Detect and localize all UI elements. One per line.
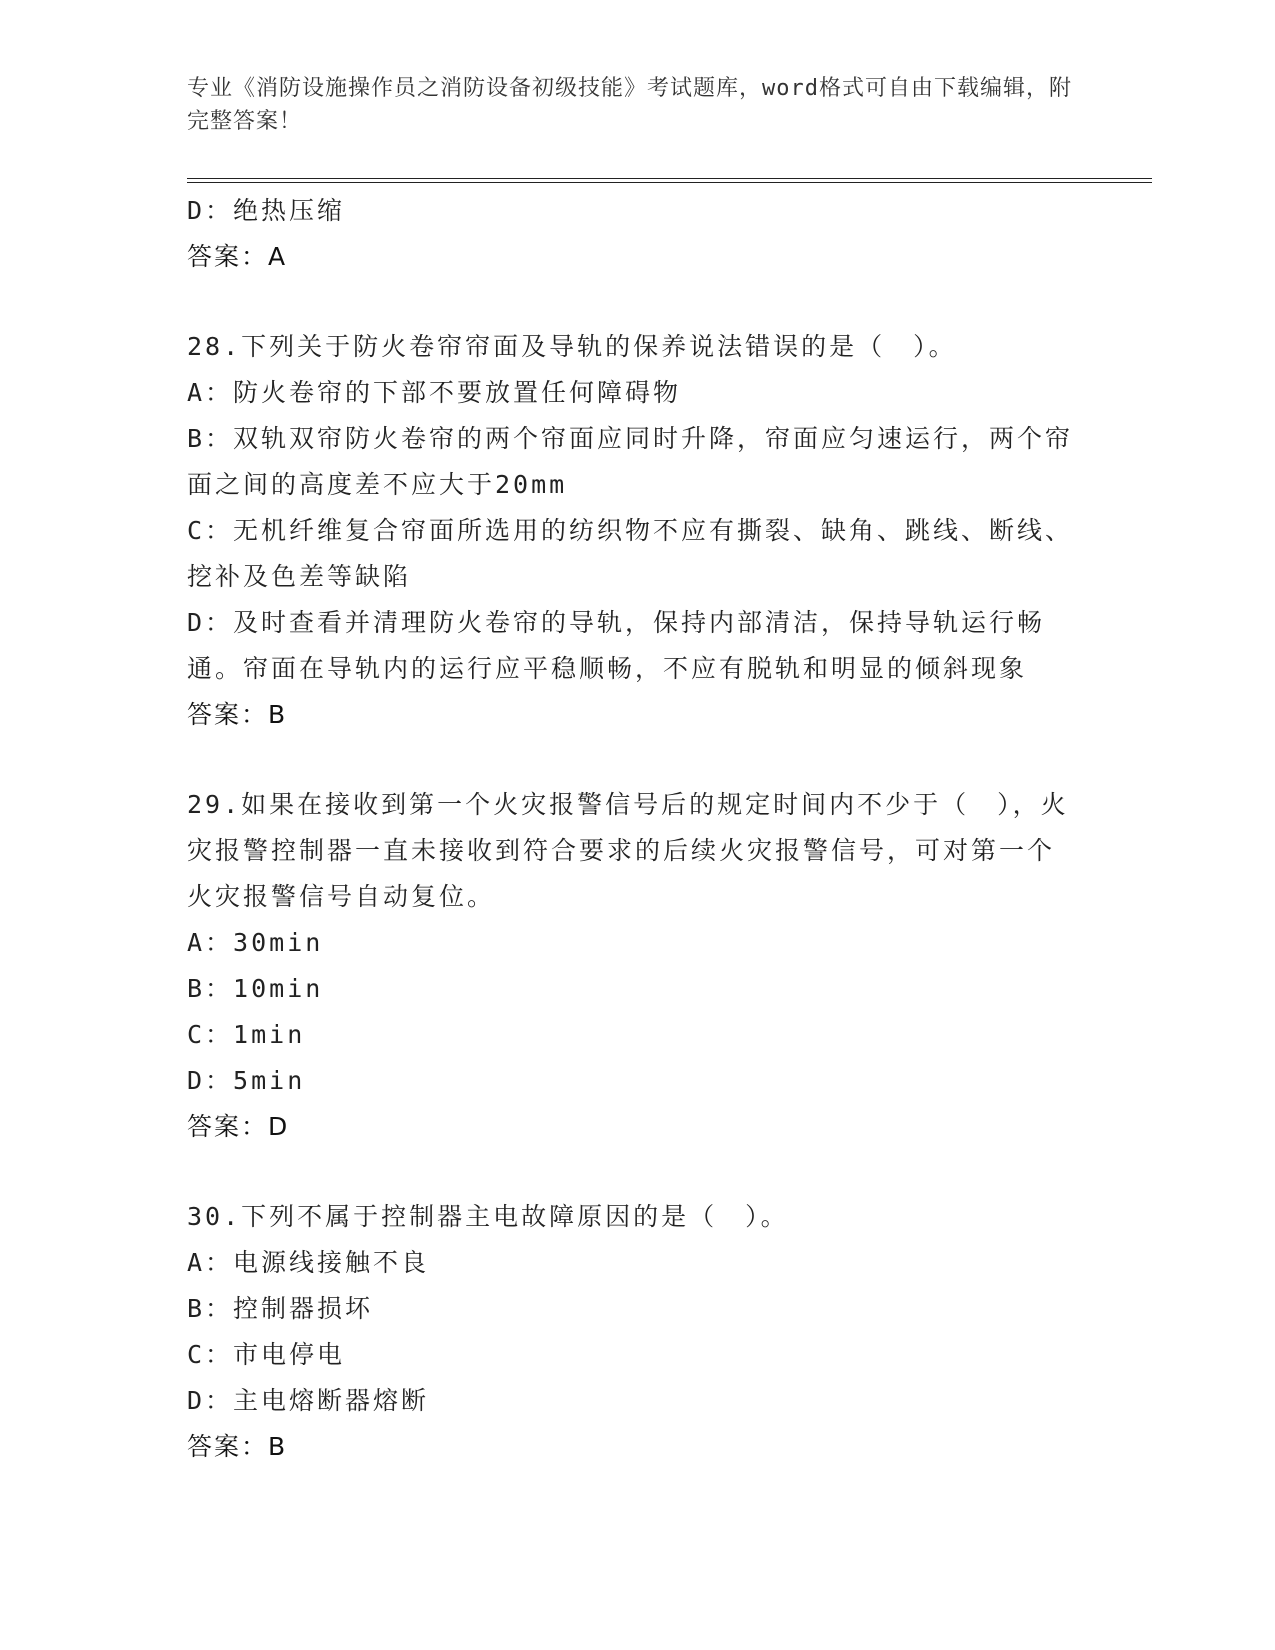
question-28 <box>187 324 1077 738</box>
option-d: D：主电熔断器熔断 <box>187 1386 430 1415</box>
option-a: A：30min <box>187 928 324 957</box>
option-b: B：控制器损坏 <box>187 1294 374 1323</box>
question-stem: 29.如果在接收到第一个火灾报警信号后的规定时间内不少于（ ），火灾报警控制器一直未接收到符合要求的后续火灾报警信号，可对第一个火灾报警信号自动复位。 <box>187 790 1069 911</box>
document-page <box>187 0 1152 1650</box>
answer-label: 答案：B <box>187 1432 288 1461</box>
header-divider <box>187 178 1152 183</box>
option-b: B：双轨双帘防火卷帘的两个帘面应同时升降，帘面应匀速运行，两个帘面之间的高度差不应大于20mm <box>187 424 1074 499</box>
option-d: D：5min <box>187 1066 306 1095</box>
option-d: D：绝热压缩 <box>187 196 346 225</box>
answer-label: 答案：D <box>187 1112 290 1141</box>
option-d: D：及时查看并清理防火卷帘的导轨，保持内部清洁，保持导轨运行畅通。帘面在导轨内的运行应平稳顺畅，不应有脱轨和明显的倾斜现象 <box>187 608 1046 683</box>
option-a: A：电源线接触不良 <box>187 1248 430 1277</box>
answer-label: 答案：B <box>187 700 288 729</box>
option-c: C：1min <box>187 1020 306 1049</box>
option-a: A：防火卷帘的下部不要放置任何障碍物 <box>187 378 682 407</box>
option-c: C：无机纤维复合帘面所选用的纺织物不应有撕裂、缺角、跳线、断线、挖补及色差等缺陷 <box>187 516 1074 591</box>
question-list <box>187 188 1077 1470</box>
answer-label: 答案：A <box>187 242 288 271</box>
option-b: B：10min <box>187 974 324 1003</box>
question-stem: 30.下列不属于控制器主电故障原因的是（ ）。 <box>187 1202 789 1231</box>
option-c: C：市电停电 <box>187 1340 346 1369</box>
question-29 <box>187 782 1077 1150</box>
question-stem: 28.下列关于防火卷帘帘面及导轨的保养说法错误的是（ ）。 <box>187 332 957 361</box>
question-30 <box>187 1194 1077 1470</box>
document-header: 专业《消防设施操作员之消防设备初级技能》考试题库，word格式可自由下载编辑，附完整答案！ <box>187 76 1072 134</box>
